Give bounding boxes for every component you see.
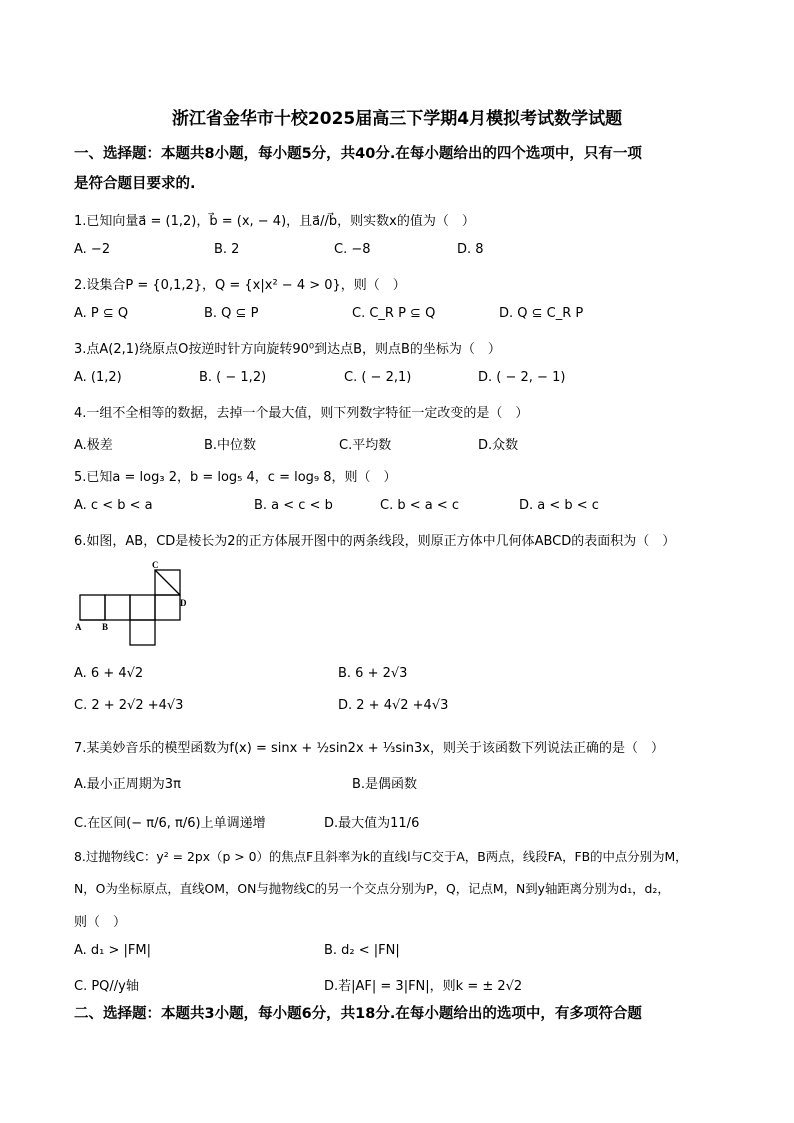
figure-label-b: B [102,622,109,632]
q2-option-d: D. Q ⊆ C_R P [499,306,584,321]
q1-option-c: C. −8 [334,242,371,257]
q4-option-c: C.平均数 [339,438,392,453]
q7-option-a: A.最小正周期为3π [74,777,181,792]
q8-option-b: B. d₂ < |FN| [324,943,400,958]
q3-option-a: A. (1,2) [74,370,122,385]
figure-label-a: A [75,622,82,632]
q8-option-a: A. d₁ > |FM| [74,943,152,958]
question-6-stem: 6.如图，AB，CD是棱长为2的正方体展开图中的两条线段，则原正方体中几何体ABCD的表面积为（ ） [74,534,676,549]
q4-option-b: B.中位数 [204,438,257,453]
q3-option-d: D. ( − 2, − 1) [478,370,566,385]
q6-option-c: C. 2 + 2√2 +4√3 [74,698,184,713]
question-8-stem-line1: 8.过抛物线C：y² = 2px（p > 0）的焦点F且斜率为k的直线l与C交于A，B两点，线段FA，FB的中点分别为M， [74,849,688,864]
question-4-stem: 4.一组不全相等的数据，去掉一个最大值，则下列数字特征一定改变的是（ ） [74,406,529,421]
section1-heading-line2: 是符合题目要求的. [74,176,196,192]
q2-option-c: C. C_R P ⊆ Q [352,306,436,321]
q4-option-a: A.极差 [74,438,113,453]
question-3-stem: 3.点A(2,1)绕原点O按逆时针方向旋转90⁰到达点B，则点B的坐标为（ ） [74,342,501,357]
q4-option-d: D.众数 [478,438,519,453]
q8-option-d: D.若|AF| = 3|FN|，则k = ± 2√2 [324,979,523,994]
section1-heading [74,139,724,199]
q2-option-b: B. Q ⊆ P [204,306,259,321]
q3-option-b: B. ( − 1,2) [199,370,267,385]
question-8-stem-line2: N，O为坐标原点，直线OM，ON与抛物线C的另一个交点分别为P，Q，记点M，N到y轴距离分别为d₁，d₂， [74,881,670,896]
q6-option-d: D. 2 + 4√2 +4√3 [338,698,449,713]
question-1-stem: 1.已知向量a⃗ = (1,2)，b⃗ = (x, − 4)，且a⃗//b⃗，则实数x的值为（ ） [74,214,475,229]
q3-option-c: C. ( − 2,1) [344,370,412,385]
q7-option-d: D.最大值为11/6 [324,816,420,831]
q5-option-a: A. c < b < a [74,498,153,513]
page-title: 浙江省金华市十校2025届高三下学期4月模拟考试数学试题 [171,109,623,129]
q2-option-a: A. P ⊆ Q [74,306,129,321]
question-7-stem: 7.某美妙音乐的模型函数为f(x) = sinx + ½sin2x + ⅓sin3x，则关于该函数下列说法正确的是（ ） [74,741,664,756]
question-8-stem-line3: 则（ ） [74,915,127,930]
q5-option-b: B. a < c < b [254,498,333,513]
q7-option-c: C.在区间(− π/6, π/6)上单调递增 [74,816,266,831]
question-5-stem: 5.已知a = log₃ 2，b = log₅ 4，c = log₉ 8，则（ ） [74,470,397,485]
figure-label-c: C [152,560,159,570]
q6-option-a: A. 6 + 4√2 [74,666,144,681]
q1-option-a: A. −2 [74,242,111,257]
figure-label-d: D [180,598,187,608]
section2-heading: 二、选择题：本题共3小题，每小题6分，共18分.在每小题给出的选项中，有多项符合题 [74,1006,642,1022]
q5-option-d: D. a < b < c [519,498,599,513]
cube-net-figure [72,558,202,650]
segment-cd [155,570,180,595]
q1-option-d: D. 8 [457,242,484,257]
question-2-stem: 2.设集合P = {0,1,2}，Q = {x|x² − 4 > 0}，则（ ） [74,278,406,293]
section1-heading-line1: 一、选择题：本题共8小题，每小题5分，共40分.在每小题给出的四个选项中，只有一项 [74,146,642,162]
q5-option-c: C. b < a < c [380,498,460,513]
q8-option-c: C. PQ//y轴 [74,979,139,994]
q7-option-b: B.是偶函数 [352,777,418,792]
q6-option-b: B. 6 + 2√3 [338,666,408,681]
q1-option-b: B. 2 [214,242,240,257]
